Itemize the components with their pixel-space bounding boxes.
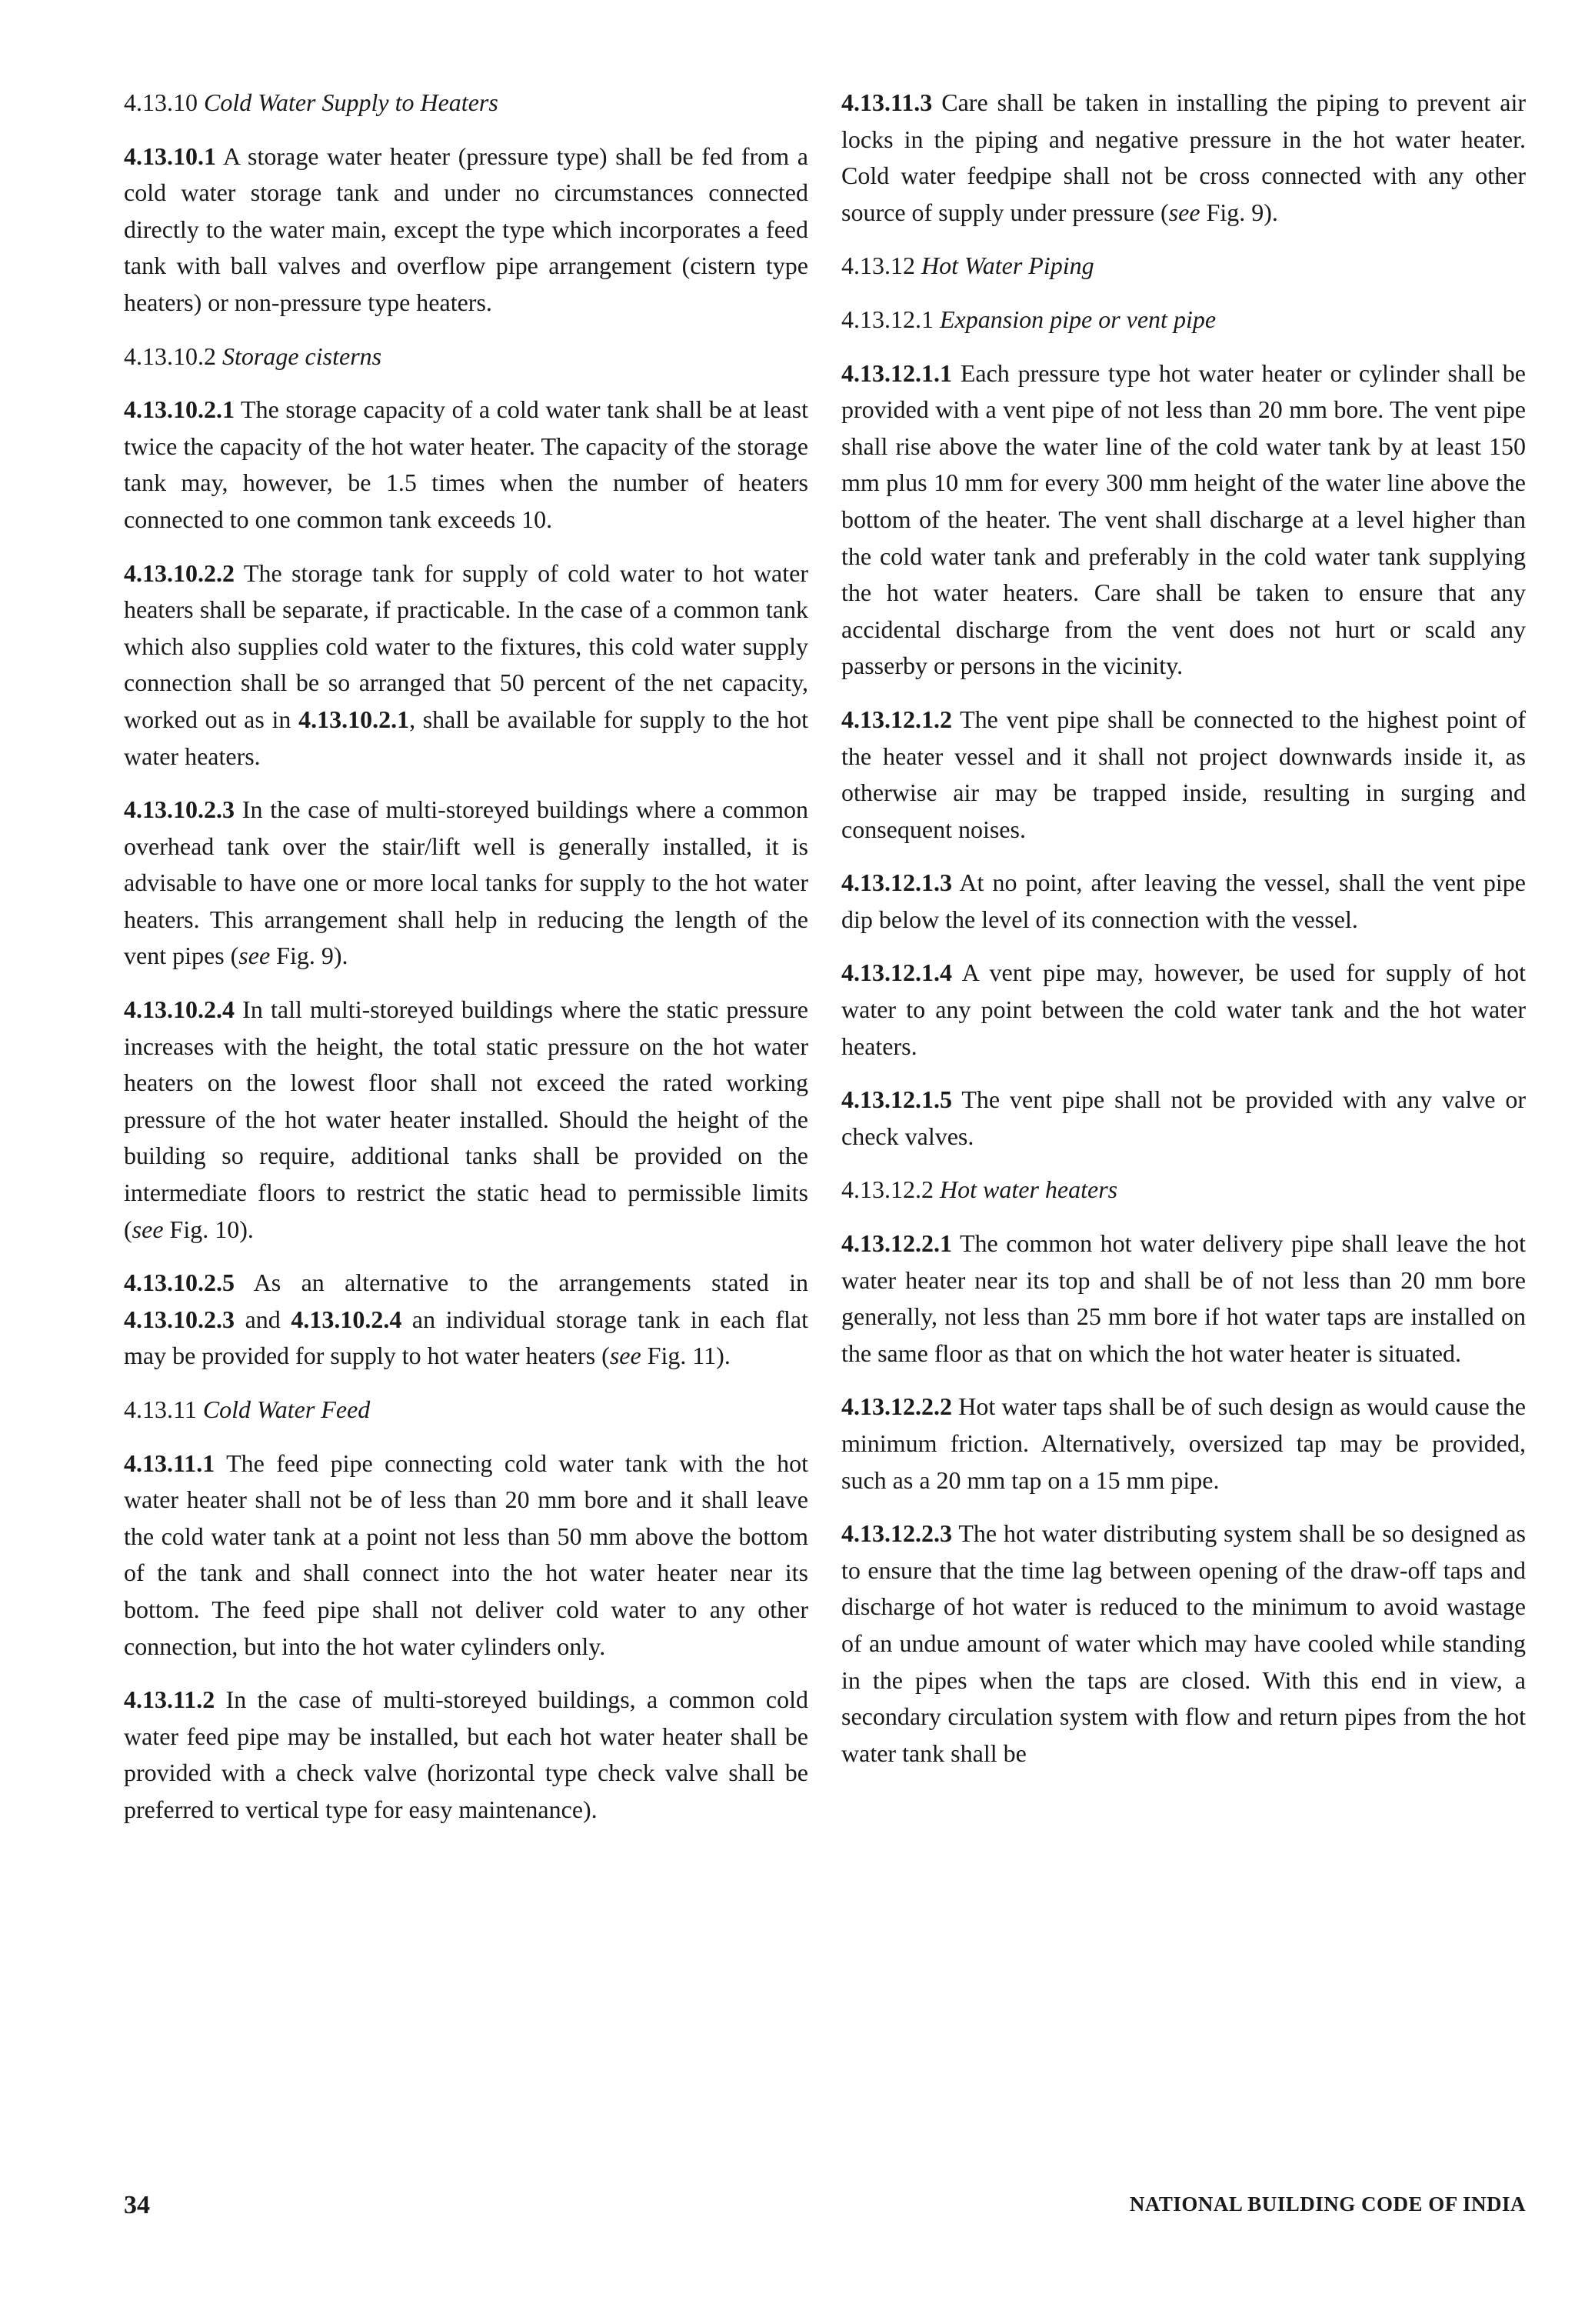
clause-see: see	[132, 1215, 164, 1243]
clause-number: 4.13.12.1.1	[841, 358, 952, 387]
clause-number: 4.13.12.1.2	[841, 705, 952, 733]
clause-text: At no point, after leaving the vessel, shall the vent pipe dip below the level of its connection with the vessel.	[841, 869, 1527, 933]
clause-paragraph	[124, 792, 808, 975]
clause-text: The storage capacity of a cold water tank shall be at least twice the capacity of the hot water heater. The capacity of the storage tank may, however, be 1.5 times when the number of heaters connected to one common tank exceeds 10.	[124, 395, 809, 533]
clause-number: 4.13.12.2.1	[841, 1229, 952, 1258]
clause-number: 4.13.10.2.3	[124, 795, 235, 824]
section-heading	[124, 85, 808, 122]
clause-text: The storage tank for supply of cold water to hot water heaters shall be separate, if practicable. In the case of a common tank which also supplies cold water to the fixtures, this cold water supply connection shall be so arranged that 50 percent of the net capacity, worked out as in	[124, 558, 809, 733]
section-title: Hot Water Piping	[921, 252, 1094, 280]
section-title: Cold Water Supply to Heaters	[204, 88, 498, 116]
clause-paragraph	[841, 1515, 1526, 1772]
clause-paragraph	[841, 355, 1526, 685]
clause-number: 4.13.11.3	[841, 88, 933, 116]
clause-paragraph	[841, 1389, 1526, 1499]
clause-text: Fig. 9).	[270, 942, 348, 970]
page-number: 34	[124, 2191, 150, 2219]
clause-paragraph	[841, 865, 1526, 938]
clause-text: The hot water distributing system shall be so designed as to ensure that the time lag between opening of the draw-off taps and discharge of hot water is reduced to the minimum to avoid wastage of an undue amount of water which may have cooled while standing in the pipes when the taps are closed. With this end in view, a secondary circulation system with flow and return pipes from the hot water tank shall be	[841, 1519, 1527, 1767]
section-number: 4.13.11	[124, 1395, 197, 1423]
clause-paragraph	[124, 1265, 808, 1375]
clause-number: 4.13.12.1.4	[841, 959, 952, 987]
clause-reference: 4.13.10.2.3	[124, 1305, 235, 1333]
clause-text: Fig. 11).	[641, 1342, 731, 1370]
clause-text: In the case of multi-storeyed buildings where a common overhead tank over the stair/lift well is generally installed, it is advisable to have one or more local tanks for supply to the hot water heaters. This arrangement shall help in reducing the length of the vent pipes (	[124, 795, 809, 970]
clause-text: A storage water heater (pressure type) shall be fed from a cold water storage tank and under no circumstances connected directly to the water main, except the type which incorporates a feed tank with ball valves and overflow pipe arrangement (cistern type heaters) or non-pressure type heaters.	[124, 142, 809, 316]
section-heading	[841, 302, 1526, 338]
clause-number: 4.13.11.1	[124, 1449, 215, 1477]
clause-see: see	[609, 1342, 641, 1370]
clause-number: 4.13.10.2.4	[124, 995, 235, 1024]
clause-number: 4.13.10.2.2	[124, 558, 235, 587]
clause-paragraph	[124, 1445, 808, 1665]
book-title: NATIONAL BUILDING CODE OF INDIA	[1129, 2192, 1526, 2216]
clause-see: see	[1168, 198, 1200, 226]
clause-paragraph	[841, 702, 1526, 848]
clause-text: an individual storage tank in each flat may be provided for supply to hot water heaters (	[124, 1305, 809, 1370]
clause-text: In the case of multi-storeyed buildings, a common cold water feed pipe may be installed, but each hot water heater shall be provided with a check valve (horizontal type check valve shall be preferred to vertical type for easy maintenance).	[124, 1685, 809, 1823]
clause-number: 4.13.10.1	[124, 142, 216, 170]
clause-paragraph	[124, 555, 808, 775]
clause-number: 4.13.12.2.3	[841, 1519, 952, 1548]
right-column	[841, 85, 1526, 1789]
clause-text: Fig. 10).	[163, 1215, 254, 1243]
clause-text: Hot water taps shall be of such design as would cause the minimum friction. Alternatively, oversized tap may be provided, such as a 20 mm tap on a 15 mm pipe.	[841, 1392, 1527, 1494]
clause-text: Each pressure type hot water heater or cylinder shall be provided with a vent pipe of not less than 20 mm bore. The vent pipe shall rise above the water line of the cold water tank by at least 150 mm plus 10 mm for every 300 mm height of the water line above the bottom of the heater. The vent shall discharge at a level higher than the cold water tank and preferably in the cold water tank supplying the hot water heaters. Care shall be taken to ensure that any accidental discharge from the vent does not hurt or scald any passerby or persons in the vicinity.	[841, 358, 1527, 680]
clause-text: In tall multi-storeyed buildings where the static pressure increases with the height, the total static pressure on the hot water heaters on the lowest floor shall not exceed the rated working pressure of the hot water heater installed. Should the height of the building so require, additional tanks shall be provided on the intermediate floors to restrict the static head to permissible limits (	[124, 995, 809, 1243]
clause-paragraph	[124, 1682, 808, 1828]
clause-text: The feed pipe connecting cold water tank with the hot water heater shall not be of less than 20 mm bore and it shall leave the cold water tank at a point not less than 50 mm above the bottom of the tank and shall connect into the hot water heater near its bottom. The feed pipe shall not deliver cold water to any other connection, but into the hot water cylinders only.	[124, 1449, 809, 1660]
section-heading	[124, 338, 808, 375]
clause-see: see	[238, 942, 271, 970]
clause-text: A vent pipe may, however, be used for supply of hot water to any point between the cold water tank and the hot water heaters.	[841, 959, 1527, 1060]
section-heading	[841, 248, 1526, 285]
clause-number: 4.13.10.2.5	[124, 1269, 235, 1297]
clause-number: 4.13.12.1.3	[841, 869, 952, 897]
clause-paragraph	[841, 1225, 1526, 1372]
clause-paragraph	[841, 1082, 1526, 1155]
clause-text: and	[235, 1305, 291, 1333]
section-title: Cold Water Feed	[202, 1395, 371, 1423]
clause-text: , shall be available for supply to the hot water heaters.	[124, 705, 809, 770]
clause-text: The vent pipe shall be connected to the highest point of the heater vessel and it shall not project downwards inside it, as otherwise air may be trapped inside, resulting in surging and consequent noises.	[841, 705, 1527, 843]
left-column	[124, 85, 808, 1846]
clause-number: 4.13.11.2	[124, 1685, 215, 1714]
clause-paragraph	[841, 85, 1526, 231]
clause-number: 4.13.12.2.2	[841, 1392, 952, 1421]
section-number: 4.13.10	[124, 88, 198, 116]
clause-paragraph	[841, 955, 1526, 1065]
clause-number: 4.13.10.2.1	[124, 395, 235, 424]
clause-number: 4.13.12.1.5	[841, 1085, 952, 1114]
clause-reference: 4.13.10.2.1	[298, 705, 410, 733]
section-number: 4.13.12.2	[841, 1175, 934, 1204]
clause-text: As an alternative to the arrangements stated in	[253, 1269, 809, 1297]
section-heading	[124, 1392, 808, 1429]
section-number: 4.13.12	[841, 252, 915, 280]
clause-text: The vent pipe shall not be provided with any valve or check valves.	[841, 1085, 1526, 1150]
clause-paragraph	[124, 138, 808, 322]
section-title: Storage cisterns	[222, 342, 382, 370]
clause-paragraph	[124, 392, 808, 538]
section-title: Hot water heaters	[940, 1175, 1118, 1204]
clause-text: The common hot water delivery pipe shall leave the hot water heater near its top and shall be of not less than 20 mm bore generally, not less than 25 mm bore if hot water taps are installed on the same floor as that on which the hot water heater is situated.	[841, 1229, 1527, 1367]
section-title: Expansion pipe or vent pipe	[940, 305, 1217, 333]
clause-text: Care shall be taken in installing the piping to prevent air locks in the piping and negative pressure in the hot water heater. Cold water feedpipe shall not be cross connected with any other source of supply under pressure (	[841, 88, 1527, 226]
clause-text: Fig. 9).	[1200, 198, 1278, 226]
section-number: 4.13.12.1	[841, 305, 934, 333]
section-number: 4.13.10.2	[124, 342, 216, 370]
section-heading	[841, 1172, 1526, 1209]
clause-paragraph	[124, 992, 808, 1248]
clause-reference: 4.13.10.2.4	[291, 1305, 402, 1333]
